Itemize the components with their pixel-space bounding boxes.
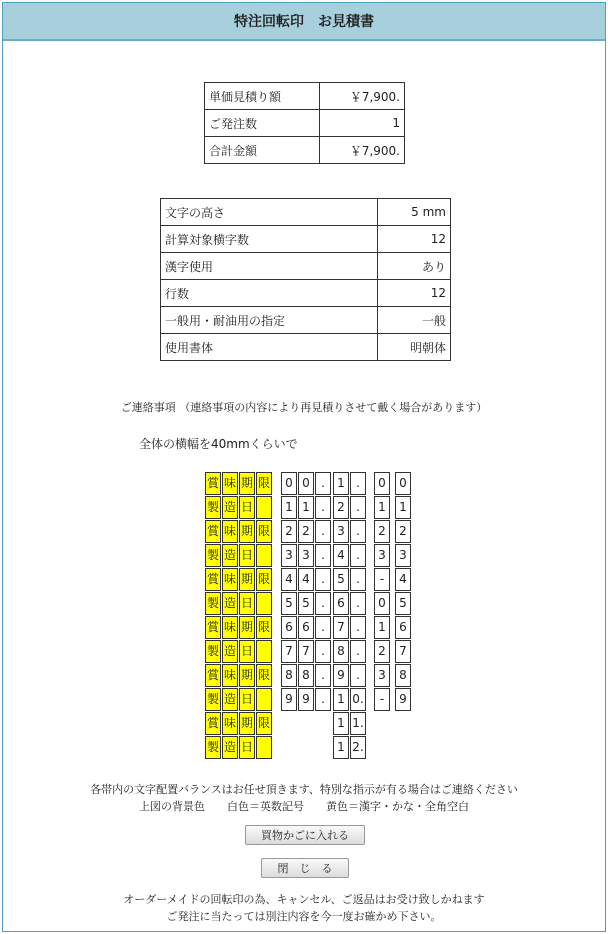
alnum-cell: 8 xyxy=(298,664,314,687)
alnum-cell: 2 xyxy=(298,520,314,543)
spec-row xyxy=(161,307,451,334)
alnum-cell: . xyxy=(350,568,366,591)
alnum-cell: 1. xyxy=(350,712,366,735)
alnum-cell: 1 xyxy=(298,496,314,519)
alnum-cell: 0. xyxy=(350,688,366,711)
alnum-cell: 1 xyxy=(333,688,349,711)
add-to-cart-button[interactable]: 買物かごに入れる xyxy=(245,825,365,845)
alnum-cell: . xyxy=(315,688,331,711)
kanji-cell xyxy=(256,688,272,711)
price-row-value: ￥7,900. xyxy=(320,137,405,164)
kanji-cell: 限 xyxy=(256,616,272,639)
spec-row-value: 12 xyxy=(378,226,451,253)
alnum-cell: 6 xyxy=(395,616,411,639)
kanji-cell: 賞 xyxy=(205,664,221,687)
alnum-cell: - xyxy=(374,688,390,711)
kanji-cell: 期 xyxy=(239,472,255,495)
price-row xyxy=(205,137,405,164)
spec-row-label: 一般用・耐油用の指定 xyxy=(161,307,378,334)
spec-row-label: 漢字使用 xyxy=(161,253,378,280)
alnum-cell: 4 xyxy=(281,568,297,591)
alnum-cell: 3 xyxy=(298,544,314,567)
kanji-cell: 賞 xyxy=(205,472,221,495)
alnum-cell: 5 xyxy=(298,592,314,615)
price-row-value: 1 xyxy=(320,110,405,137)
spec-row xyxy=(161,280,451,307)
kanji-cell: 味 xyxy=(222,664,238,687)
alnum-cell: 1 xyxy=(333,712,349,735)
kanji-cell xyxy=(256,496,272,519)
spec-row xyxy=(161,226,451,253)
kanji-cell: 日 xyxy=(239,544,255,567)
kanji-cell: 造 xyxy=(222,544,238,567)
alnum-cell: . xyxy=(350,664,366,687)
alnum-cell: 2 xyxy=(281,520,297,543)
price-row-label: 単価見積り額 xyxy=(205,83,320,110)
kanji-cell: 期 xyxy=(239,616,255,639)
kanji-cell: 賞 xyxy=(205,712,221,735)
alnum-cell: . xyxy=(315,592,331,615)
alnum-cell: . xyxy=(315,496,331,519)
kanji-cell: 日 xyxy=(239,592,255,615)
alnum-cell: 5 xyxy=(333,568,349,591)
alnum-cell: 2 xyxy=(333,496,349,519)
spec-row xyxy=(161,199,451,226)
kanji-cell: 期 xyxy=(239,568,255,591)
kanji-cell xyxy=(256,544,272,567)
kanji-cell: 期 xyxy=(239,712,255,735)
alnum-cell: 3 xyxy=(374,664,390,687)
spec-row-value: 5 mm xyxy=(378,199,451,226)
alnum-cell: 4 xyxy=(333,544,349,567)
kanji-cell xyxy=(256,736,272,759)
alnum-cell: 6 xyxy=(298,616,314,639)
footer-line-1: オーダーメイドの回転印の為、キャンセル、ご返品はお受け致しかねます xyxy=(123,893,485,906)
kanji-cell: 限 xyxy=(256,520,272,543)
kanji-cell: 味 xyxy=(222,472,238,495)
estimate-window xyxy=(2,2,606,932)
alnum-cell: . xyxy=(315,568,331,591)
kanji-cell: 限 xyxy=(256,568,272,591)
alnum-cell: . xyxy=(350,520,366,543)
alnum-cell: 1 xyxy=(395,496,411,519)
kanji-cell: 造 xyxy=(222,496,238,519)
contact-note: ご連絡事項 （連絡事項の内容により再見積りさせて戴く場合があります） xyxy=(120,401,488,414)
kanji-cell: 味 xyxy=(222,616,238,639)
kanji-cell xyxy=(256,592,272,615)
spec-row-label: 計算対象横字数 xyxy=(161,226,378,253)
spec-table xyxy=(160,198,451,361)
alnum-cell: . xyxy=(315,640,331,663)
kanji-cell: 限 xyxy=(256,472,272,495)
kanji-cell: 造 xyxy=(222,640,238,663)
alnum-cell: 1 xyxy=(374,496,390,519)
kanji-cell: 味 xyxy=(222,568,238,591)
alnum-cell: 2 xyxy=(395,520,411,543)
kanji-cell: 期 xyxy=(239,520,255,543)
alnum-cell: 9 xyxy=(395,688,411,711)
kanji-cell: 製 xyxy=(205,640,221,663)
alnum-cell: . xyxy=(350,640,366,663)
spec-row-label: 行数 xyxy=(161,280,378,307)
alnum-cell: 5 xyxy=(395,592,411,615)
alnum-cell: . xyxy=(315,544,331,567)
alnum-cell: 1 xyxy=(374,616,390,639)
legend-line-1: 各帯内の文字配置バランスはお任せ頂きます、特別な指示が有る場合はご連絡ください xyxy=(90,783,518,796)
spec-row-value: 12 xyxy=(378,280,451,307)
spec-row-value: あり xyxy=(378,253,451,280)
alnum-cell: 8 xyxy=(333,640,349,663)
alnum-cell: . xyxy=(350,592,366,615)
alnum-cell: 0 xyxy=(395,472,411,495)
close-button[interactable]: 閉 じ る xyxy=(261,858,349,878)
price-row-value: ￥7,900. xyxy=(320,83,405,110)
kanji-cell: 製 xyxy=(205,688,221,711)
alnum-cell: 7 xyxy=(333,616,349,639)
alnum-cell: 9 xyxy=(333,664,349,687)
alnum-cell: 2 xyxy=(374,520,390,543)
spec-row-value: 明朝体 xyxy=(378,334,451,361)
price-row xyxy=(205,110,405,137)
alnum-cell: 0 xyxy=(281,472,297,495)
kanji-cell: 日 xyxy=(239,736,255,759)
kanji-cell: 製 xyxy=(205,736,221,759)
spec-row-label: 文字の高さ xyxy=(161,199,378,226)
footer-line-2: ご発注に当たっては別注内容を今一度お確かめ下さい。 xyxy=(166,910,442,923)
alnum-cell: 7 xyxy=(298,640,314,663)
kanji-cell: 期 xyxy=(239,664,255,687)
kanji-cell: 味 xyxy=(222,712,238,735)
alnum-cell: 7 xyxy=(395,640,411,663)
alnum-cell: 0 xyxy=(374,472,390,495)
kanji-cell: 造 xyxy=(222,592,238,615)
alnum-cell: . xyxy=(350,496,366,519)
kanji-cell: 限 xyxy=(256,712,272,735)
alnum-cell: 3 xyxy=(395,544,411,567)
kanji-cell: 造 xyxy=(222,736,238,759)
alnum-cell: 3 xyxy=(374,544,390,567)
kanji-cell: 日 xyxy=(239,496,255,519)
price-row xyxy=(205,83,405,110)
price-row-label: 合計金額 xyxy=(205,137,320,164)
kanji-cell: 賞 xyxy=(205,568,221,591)
alnum-cell: 4 xyxy=(298,568,314,591)
alnum-cell: . xyxy=(315,664,331,687)
alnum-cell: 6 xyxy=(281,616,297,639)
instruction-text: 全体の横幅を40mmくらいで xyxy=(139,437,298,451)
kanji-cell xyxy=(256,640,272,663)
alnum-cell: 0 xyxy=(374,592,390,615)
alnum-cell: 1 xyxy=(333,736,349,759)
alnum-cell: . xyxy=(315,472,331,495)
page-title: 特注回転印 お見積書 xyxy=(3,3,605,41)
kanji-cell: 日 xyxy=(239,688,255,711)
alnum-cell: . xyxy=(350,544,366,567)
alnum-cell: 5 xyxy=(281,592,297,615)
alnum-cell: 3 xyxy=(281,544,297,567)
alnum-cell: 1 xyxy=(333,472,349,495)
alnum-cell: 9 xyxy=(281,688,297,711)
alnum-cell: 0 xyxy=(298,472,314,495)
price-row-label: ご発注数 xyxy=(205,110,320,137)
spec-row xyxy=(161,334,451,361)
kanji-cell: 味 xyxy=(222,520,238,543)
price-table xyxy=(204,82,405,164)
kanji-cell: 製 xyxy=(205,592,221,615)
spec-row-label: 使用書体 xyxy=(161,334,378,361)
kanji-cell: 製 xyxy=(205,544,221,567)
alnum-cell: . xyxy=(350,472,366,495)
alnum-cell: 7 xyxy=(281,640,297,663)
alnum-cell: 6 xyxy=(333,592,349,615)
alnum-cell: 9 xyxy=(298,688,314,711)
kanji-cell: 日 xyxy=(239,640,255,663)
alnum-cell: . xyxy=(350,616,366,639)
kanji-cell: 賞 xyxy=(205,616,221,639)
alnum-cell: 1 xyxy=(281,496,297,519)
spec-row-value: 一般 xyxy=(378,307,451,334)
alnum-cell: . xyxy=(315,616,331,639)
alnum-cell: 8 xyxy=(395,664,411,687)
spec-row xyxy=(161,253,451,280)
kanji-cell: 製 xyxy=(205,496,221,519)
kanji-cell: 限 xyxy=(256,664,272,687)
legend-line-2: 上図の背景色 白色＝英数記号 黄色＝漢字・かな・全角空白 xyxy=(139,800,469,813)
alnum-cell: 2 xyxy=(374,640,390,663)
kanji-cell: 造 xyxy=(222,688,238,711)
kanji-cell: 賞 xyxy=(205,520,221,543)
alnum-cell: 8 xyxy=(281,664,297,687)
alnum-cell: - xyxy=(374,568,390,591)
alnum-cell: 3 xyxy=(333,520,349,543)
alnum-cell: 2. xyxy=(350,736,366,759)
alnum-cell: 4 xyxy=(395,568,411,591)
alnum-cell: . xyxy=(315,520,331,543)
